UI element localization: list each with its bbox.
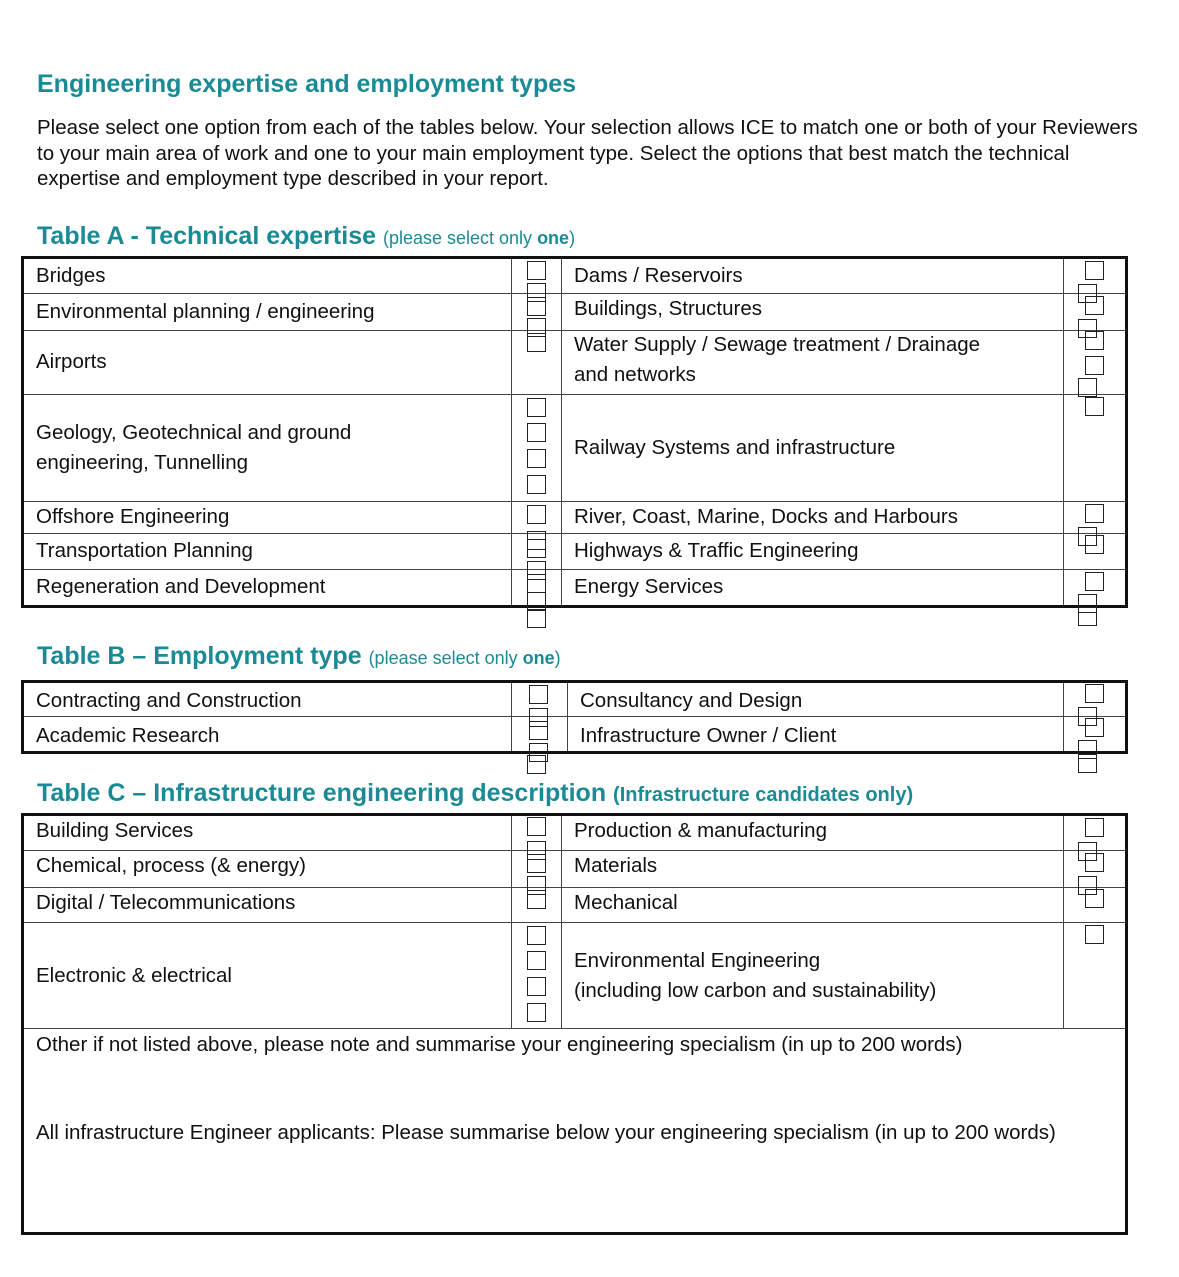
other-specialism-input-area[interactable] xyxy=(26,1060,1122,1112)
option-academic-research: Academic Research xyxy=(36,724,220,747)
checkbox-contracting[interactable] xyxy=(529,685,548,704)
option-digital-telecom: Digital / Telecommunications xyxy=(36,891,296,914)
option-environmental-engineering-line1: Environmental Engineering xyxy=(574,949,821,972)
all-applicants-input-area[interactable] xyxy=(26,1178,1122,1230)
option-building-services: Building Services xyxy=(36,819,194,842)
option-bridges: Bridges xyxy=(36,264,106,287)
intro-paragraph: Please select one option from each of the tables below. Your selection allows ICE to match one or both of your Reviewers to your main area of work and one to your main employment type. Select the options that best match the technical expertise and employment type described in your report. xyxy=(37,116,1138,190)
option-materials: Materials xyxy=(574,854,658,877)
option-chemical-process: Chemical, process (& energy) xyxy=(36,854,307,877)
checkbox-airports[interactable] xyxy=(527,333,546,352)
option-contracting: Contracting and Construction xyxy=(36,689,302,712)
table-a-title: Table A - Technical expertise xyxy=(37,222,377,250)
checkbox-geology-dup3[interactable] xyxy=(527,475,546,494)
other-specialism-prompt: Other if not listed above, please note and summarise your engineering specialism (in up to 200 words) xyxy=(36,1033,963,1056)
checkbox-chemical[interactable] xyxy=(527,854,546,873)
option-geology-line2: engineering, Tunnelling xyxy=(36,451,248,474)
table-c-title: Table C – Infrastructure engineering description xyxy=(37,779,607,807)
checkbox-water-supply-dup2[interactable] xyxy=(1078,378,1097,397)
checkbox-electronic-dup2[interactable] xyxy=(527,977,546,996)
checkbox-river-coast[interactable] xyxy=(1085,504,1104,523)
table-a-heading xyxy=(37,222,575,251)
checkbox-regeneration-dup2[interactable] xyxy=(527,609,546,628)
option-dams-reservoirs: Dams / Reservoirs xyxy=(574,264,743,287)
option-highways-traffic: Highways & Traffic Engineering xyxy=(574,539,859,562)
option-electronic-electrical: Electronic & electrical xyxy=(36,964,232,987)
option-regeneration: Regeneration and Development xyxy=(36,575,326,598)
checkbox-environmental-planning[interactable] xyxy=(527,297,546,316)
checkbox-infra-owner[interactable] xyxy=(1085,718,1104,737)
checkbox-water-supply-dup1[interactable] xyxy=(1085,356,1104,375)
checkbox-academic-dup2[interactable] xyxy=(527,755,546,774)
checkbox-energy[interactable] xyxy=(1085,572,1104,591)
table-b-note: (please select only one) xyxy=(368,648,561,668)
checkbox-highways[interactable] xyxy=(1085,535,1104,554)
checkbox-buildings[interactable] xyxy=(1085,296,1104,315)
checkbox-building-services[interactable] xyxy=(527,817,546,836)
checkbox-mechanical[interactable] xyxy=(1085,889,1104,908)
option-railway-systems: Railway Systems and infrastructure xyxy=(574,436,896,459)
option-buildings-structures: Buildings, Structures xyxy=(574,297,763,320)
checkbox-materials[interactable] xyxy=(1085,853,1104,872)
option-mechanical: Mechanical xyxy=(574,891,678,914)
table-c-heading xyxy=(37,779,913,808)
table-b-title: Table B – Employment type xyxy=(37,642,362,670)
checkbox-dams[interactable] xyxy=(1085,261,1104,280)
checkbox-regeneration[interactable] xyxy=(527,574,546,593)
option-environmental-engineering-line2: (including low carbon and sustainability) xyxy=(574,979,937,1002)
checkbox-geology-dup1[interactable] xyxy=(527,423,546,442)
checkbox-water-supply[interactable] xyxy=(1085,331,1104,350)
table-a-note: (please select only one) xyxy=(382,228,576,248)
checkbox-electronic-dup1[interactable] xyxy=(527,951,546,970)
option-energy-services: Energy Services xyxy=(574,575,724,598)
checkbox-bridges[interactable] xyxy=(527,261,546,280)
option-river-coast-marine: River, Coast, Marine, Docks and Harbours xyxy=(574,505,958,528)
all-applicants-prompt: All infrastructure Engineer applicants: Please summarise below your engineering specialism (in up to 200 words) xyxy=(36,1121,1056,1144)
option-environmental-planning: Environmental planning / engineering xyxy=(36,300,375,323)
checkbox-geology[interactable] xyxy=(527,398,546,417)
option-offshore-engineering: Offshore Engineering xyxy=(36,505,230,528)
checkbox-water-supply-dup3[interactable] xyxy=(1085,397,1104,416)
option-water-supply-line2: and networks xyxy=(574,363,696,386)
option-production-manufacturing: Production & manufacturing xyxy=(574,819,827,842)
checkbox-energy-dup2[interactable] xyxy=(1078,607,1097,626)
checkbox-academic[interactable] xyxy=(529,721,548,740)
checkbox-electronic[interactable] xyxy=(527,926,546,945)
option-water-supply-line1: Water Supply / Sewage treatment / Drainage xyxy=(574,333,981,356)
table-b-heading xyxy=(37,642,561,671)
checkbox-transportation[interactable] xyxy=(527,539,546,558)
checkbox-infra-owner-dup2[interactable] xyxy=(1078,754,1097,773)
option-transportation-planning: Transportation Planning xyxy=(36,539,253,562)
checkbox-digital[interactable] xyxy=(527,890,546,909)
checkbox-environmental-engineering[interactable] xyxy=(1085,925,1104,944)
page-title: Engineering expertise and employment types xyxy=(37,70,577,98)
option-airports: Airports xyxy=(36,350,107,373)
checkbox-electronic-dup3[interactable] xyxy=(527,1003,546,1022)
option-infrastructure-owner: Infrastructure Owner / Client xyxy=(580,724,837,747)
checkbox-geology-dup2[interactable] xyxy=(527,449,546,468)
option-geology-line1: Geology, Geotechnical and ground xyxy=(36,421,352,444)
option-consultancy: Consultancy and Design xyxy=(580,689,803,712)
checkbox-offshore[interactable] xyxy=(527,505,546,524)
checkbox-consultancy[interactable] xyxy=(1085,684,1104,703)
table-c-note: (Infrastructure candidates only) xyxy=(613,784,914,806)
checkbox-production[interactable] xyxy=(1085,818,1104,837)
